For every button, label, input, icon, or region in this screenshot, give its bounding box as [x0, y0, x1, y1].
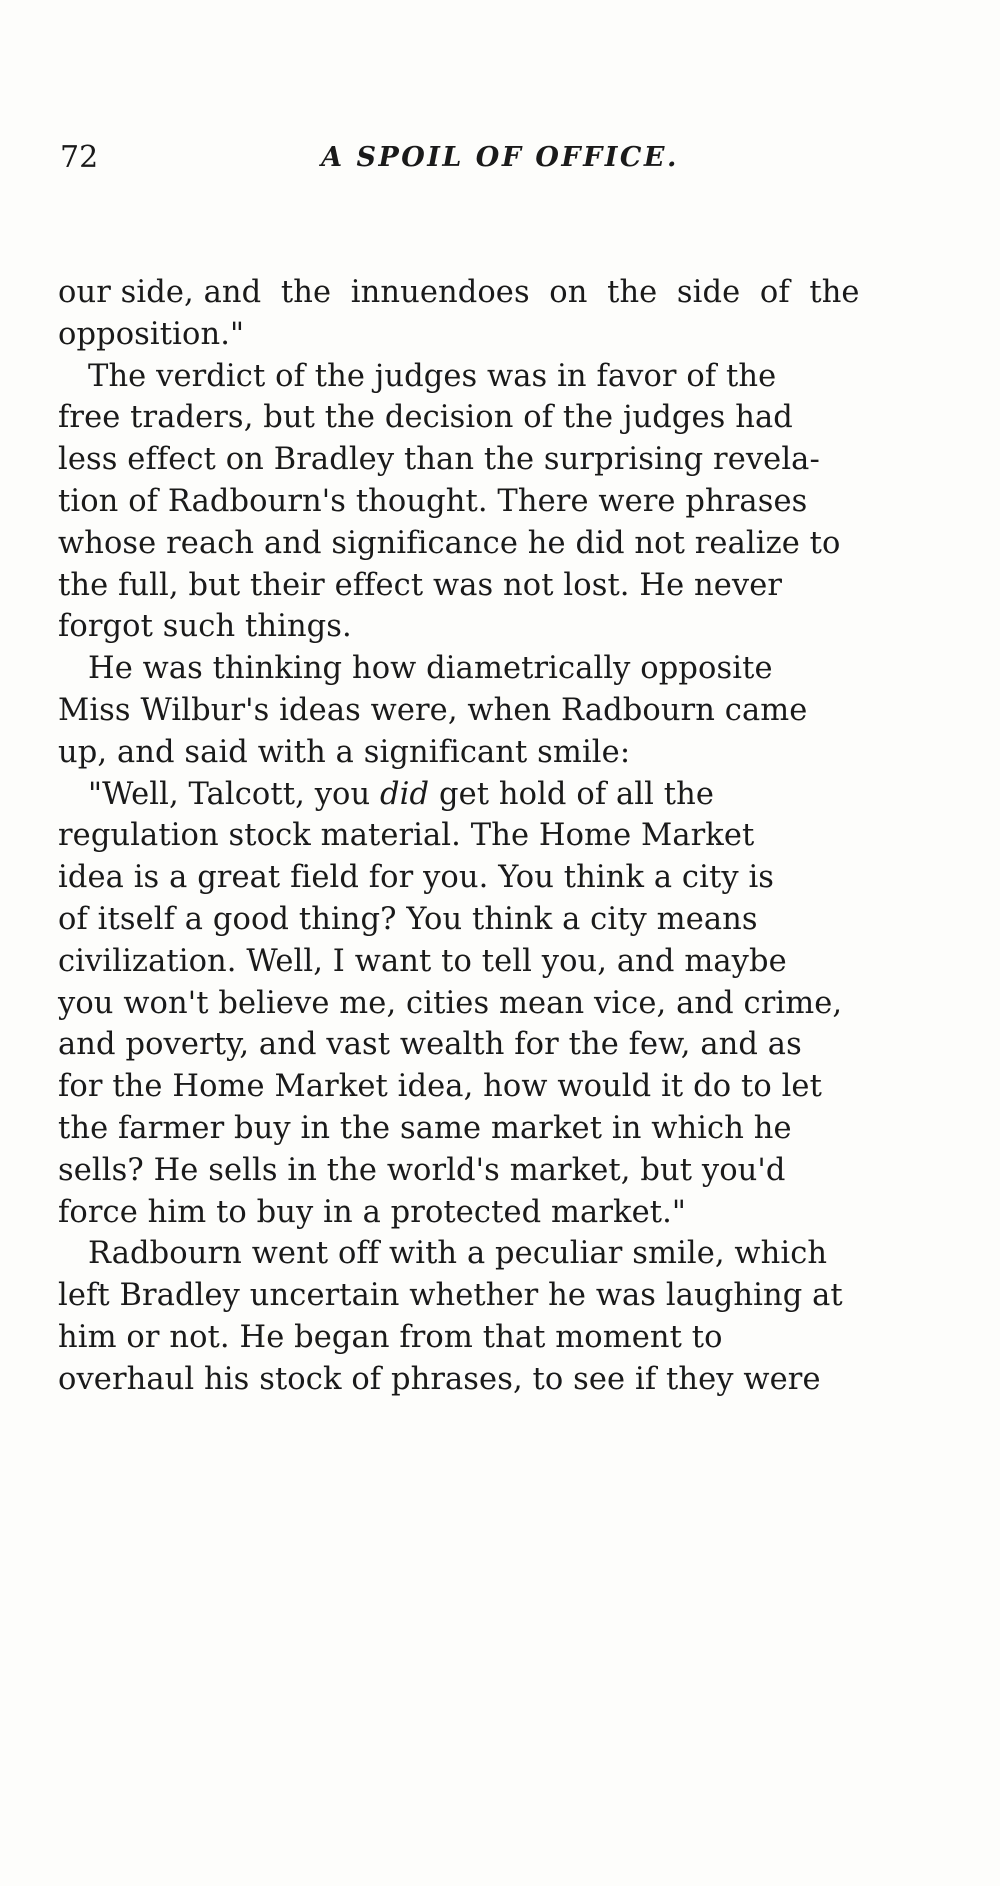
running-head: A SPOIL OF OFFICE.: [321, 142, 679, 173]
line-text: our side, and the innuendoes on the side of the: [58, 275, 860, 310]
line-text: civilization. Well, I want to tell you, and maybe: [58, 943, 787, 979]
paragraph: [58, 648, 942, 773]
text-line: [58, 1275, 942, 1317]
line-text: Radbourn went off with a peculiar smile, which: [88, 1236, 828, 1272]
text-line: [58, 1317, 942, 1359]
text-line: [58, 648, 942, 690]
line-text: forgot such things.: [58, 609, 352, 645]
text-line: [58, 606, 942, 648]
text-line: [58, 774, 942, 816]
text-line: [58, 815, 942, 857]
line-text: him or not. He began from that moment to: [58, 1319, 723, 1355]
line-text: whose reach and significance he did not realize to: [58, 525, 841, 561]
line-text: "Well, Talcott, you did get hold of all the: [88, 776, 715, 812]
text-line: [58, 690, 942, 732]
line-text: Miss Wilbur's ideas were, when Radbourn came: [58, 692, 808, 728]
line-text: He was thinking how diametrically opposite: [88, 651, 773, 687]
text-line: [58, 356, 942, 398]
text-line: [58, 523, 942, 565]
text-line: [58, 1233, 942, 1275]
text-line: [58, 481, 942, 523]
text-line: [58, 941, 942, 983]
line-text: opposition.": [58, 316, 245, 352]
paragraph: [58, 1233, 942, 1400]
paragraph: [58, 356, 942, 649]
body-text: [58, 272, 942, 1401]
text-line: [58, 899, 942, 941]
text-line: [58, 1066, 942, 1108]
line-text: up, and said with a significant smile:: [58, 734, 631, 770]
line-text: less effect on Bradley than the surprising revela-: [58, 442, 820, 478]
text-line: [58, 1024, 942, 1066]
line-text: free traders, but the decision of the judges had: [58, 400, 793, 436]
text-line: [58, 565, 942, 607]
text-line: [58, 314, 942, 356]
paragraph: [58, 774, 942, 1234]
line-text: and poverty, and vast wealth for the few, and as: [58, 1027, 802, 1063]
text-line: [58, 857, 942, 899]
line-text: the full, but their effect was not lost. He never: [58, 567, 783, 603]
paragraph: [58, 272, 942, 356]
text-line: [58, 272, 942, 314]
text-line: [58, 983, 942, 1025]
line-text: you won't believe me, cities mean vice, and crime,: [58, 985, 843, 1021]
text-line: [58, 1150, 942, 1192]
line-text: tion of Radbourn's thought. There were phrases: [58, 483, 808, 519]
page-header: [60, 140, 940, 190]
line-text: The verdict of the judges was in favor of the: [88, 358, 777, 394]
text-line: [58, 1108, 942, 1150]
text-line: [58, 397, 942, 439]
text-line: [58, 1192, 942, 1234]
line-text: regulation stock material. The Home Market: [58, 818, 755, 854]
line-text: of itself a good thing? You think a city means: [58, 901, 758, 937]
line-text: the farmer buy in the same market in which he: [58, 1110, 792, 1146]
text-line: [58, 1359, 942, 1401]
line-text: overhaul his stock of phrases, to see if they were: [58, 1361, 821, 1397]
line-text: idea is a great field for you. You think a city is: [58, 860, 775, 896]
page-number: 72: [60, 140, 99, 175]
text-line: [58, 732, 942, 774]
line-text: for the Home Market idea, how would it do to let: [58, 1069, 822, 1105]
line-text: left Bradley uncertain whether he was laughing at: [58, 1278, 843, 1314]
line-text: sells? He sells in the world's market, but you'd: [58, 1152, 786, 1188]
line-text: force him to buy in a protected market.": [58, 1194, 687, 1230]
text-line: [58, 439, 942, 481]
